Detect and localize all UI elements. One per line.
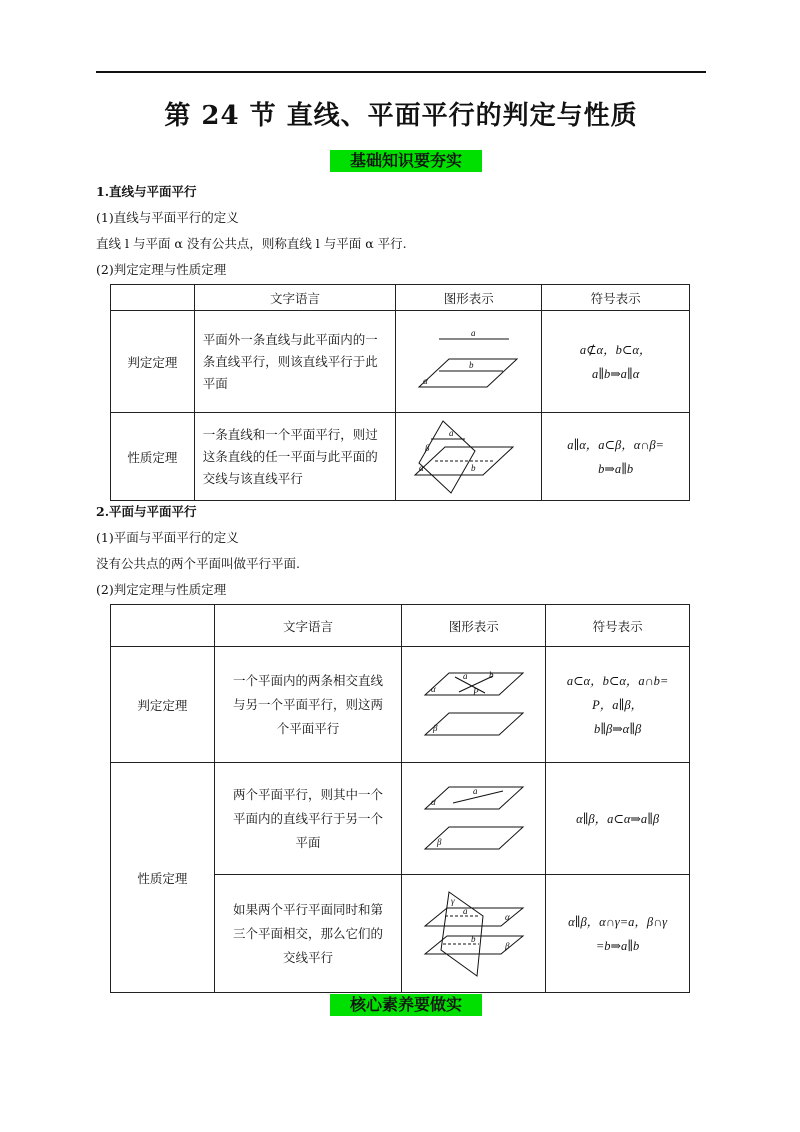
plane-intersection-figure: [409, 417, 529, 497]
parallel-planes-line-figure: [419, 779, 529, 859]
section1-sub1: (1)直线与平面平行的定义: [96, 210, 239, 225]
header-cell-text: 文字语言: [194, 285, 396, 311]
fig-label-a: a: [462, 670, 468, 681]
line-plane-table: [110, 284, 690, 501]
text-line: 一个平面内的两条相交直线: [233, 672, 384, 688]
theorem-name: 判定定理: [111, 647, 215, 763]
header-cell-figure: 图形表示: [396, 285, 542, 311]
text-line: 两个平面平行，则其中一个: [233, 786, 384, 802]
text-line: 交线平行: [283, 949, 334, 965]
fig-label-b: b: [468, 359, 474, 370]
table-row: [111, 647, 690, 763]
theorem-text: 平面外一条直线与此平面内的一条直线平行，则该直线平行于此平面: [194, 311, 396, 413]
section-banner-basic: 基础知识要夯实: [330, 150, 482, 172]
figure-cell: [396, 413, 542, 501]
section-banner-core: 核心素养要做实: [330, 994, 482, 1016]
table-row: [111, 413, 690, 501]
fig-label-beta: β: [424, 442, 430, 453]
header-cell-symbol: 符号表示: [542, 285, 690, 311]
fig-label-gamma: γ: [450, 895, 455, 906]
table-row: [111, 763, 690, 875]
text-line: 如果两个平行平面同时和第: [233, 901, 384, 917]
symbol-cell: [546, 647, 690, 763]
section1-definition: 直线 l 与平面 α 没有公共点，则称直线 l 与平面 α 平行.: [96, 236, 407, 251]
fig-label-alpha: α: [504, 911, 510, 922]
symbol-line: a⊂α，b⊂α，a∩b=: [566, 673, 669, 688]
page-title: 第 24 节 直线、平面平行的判定与性质: [164, 101, 638, 131]
fig-label-beta: β: [504, 940, 510, 951]
theorem-name: 性质定理: [111, 413, 195, 501]
table-header-row: [111, 605, 690, 647]
line-parallel-plane-figure: [409, 327, 529, 397]
symbol-line: a∥b⇒a∥α: [591, 366, 640, 381]
fig-label-a: a: [470, 327, 476, 338]
fig-label-b: b: [470, 933, 476, 944]
theorem-text: [214, 647, 402, 763]
figure-cell: [402, 763, 546, 875]
fig-label-beta: β: [436, 836, 442, 847]
symbol-cell: [546, 875, 690, 993]
symbol-line: =b⇒a∥b: [595, 938, 640, 953]
text-line: 平面: [295, 834, 321, 850]
symbol-line: P，a∥β，: [592, 697, 644, 712]
section2-heading: 2.平面与平面平行: [96, 504, 197, 519]
header-cell-text: 文字语言: [214, 605, 402, 647]
theorem-name: 性质定理: [111, 763, 215, 993]
table-row: [111, 311, 690, 413]
figure-cell: [402, 647, 546, 763]
symbol-line: b∥β⇒α∥β: [593, 721, 642, 736]
symbol-line: a∥α，a⊂β，α∩β=: [567, 437, 664, 452]
symbol-line: α∥β，α∩γ=a，β∩γ: [568, 914, 668, 929]
fig-label-a: a: [472, 785, 478, 796]
header-cell-symbol: 符号表示: [546, 605, 690, 647]
symbol-line: b⇒a∥b: [598, 461, 634, 476]
section1-heading: 1.直线与平面平行: [96, 184, 197, 199]
fig-label-b: b: [488, 669, 494, 680]
symbol-line: α∥β，a⊂α⇒a∥β: [576, 811, 660, 826]
figure-cell: [402, 875, 546, 993]
figure-cell: [396, 311, 542, 413]
section1-sub2: (2)判定定理与性质定理: [96, 262, 227, 277]
fig-label-alpha: α: [430, 796, 436, 807]
section2-sub2: (2)判定定理与性质定理: [96, 582, 227, 597]
symbol-cell: [542, 413, 690, 501]
plane-plane-table: [110, 604, 690, 993]
header-cell-figure: 图形表示: [402, 605, 546, 647]
top-rule: [96, 71, 706, 73]
theorem-text: [214, 875, 402, 993]
symbol-cell: [546, 763, 690, 875]
section2-definition: 没有公共点的两个平面叫做平行平面.: [96, 556, 300, 571]
table-header-row: [111, 285, 690, 311]
section2-sub1: (1)平面与平面平行的定义: [96, 530, 239, 545]
fig-label-alpha: α: [430, 683, 436, 694]
fig-label-a: a: [462, 905, 468, 916]
parallel-planes-intersecting-lines-figure: [419, 665, 529, 745]
theorem-text: 一条直线和一个平面平行，则过这条直线的任一平面与此平面的交线与该直线平行: [194, 413, 396, 501]
fig-label-P: P: [472, 686, 479, 697]
fig-label-alpha: α: [422, 375, 428, 386]
text-line: 三个平面相交，那么它们的: [233, 925, 384, 941]
fig-label-alpha: α: [418, 462, 424, 473]
fig-label-a: a: [448, 427, 454, 438]
text-line: 平面内的直线平行于另一个: [233, 810, 384, 826]
text-line: 与另一个平面平行，则这两: [233, 696, 384, 712]
header-cell-empty: [111, 285, 195, 311]
header-cell-empty: [111, 605, 215, 647]
symbol-cell: [542, 311, 690, 413]
third-plane-intersection-figure: [419, 888, 529, 980]
theorem-text: [214, 763, 402, 875]
theorem-name: 判定定理: [111, 311, 195, 413]
fig-label-b: b: [470, 462, 476, 473]
fig-label-beta: β: [432, 722, 438, 733]
text-line: 个平面平行: [276, 720, 340, 736]
symbol-line: a⊄α，b⊂α，: [579, 342, 652, 357]
